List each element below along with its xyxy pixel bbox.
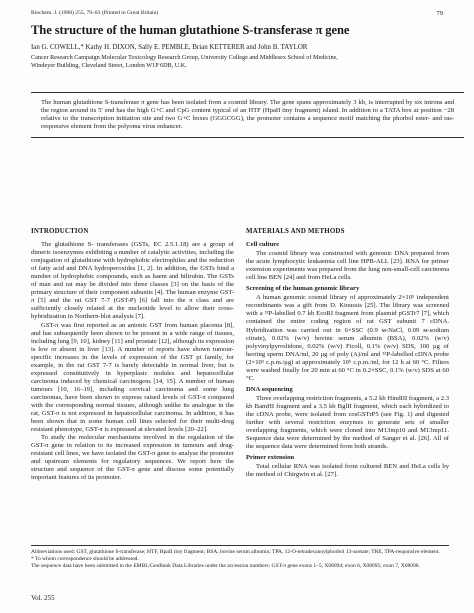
volume-number: Vol. 255 — [31, 594, 55, 602]
affiliation — [31, 54, 461, 69]
paragraph: The cosmid library was constructed with genomic DNA prepared from the acute lymphocytic leukaemia cell line HPB-ALL [23]. RNA for primer extension experiments was prepared from the lung non-small-cell carcinoma cell line BEN [24] and from HeLa cells. — [246, 250, 449, 282]
footnote-correspondence: * To whom correspondence should be addressed. — [31, 556, 139, 562]
right-column — [246, 228, 449, 479]
paragraph: Total cellular RNA was isolated from cultured BEN and HeLa cells by the method of Chirgwin et al. [27]. — [246, 463, 449, 479]
affiliation-line: Cancer Research Campaign Molecular Toxicology Research Group, University College and Middlesex School of Medicine, — [31, 54, 338, 61]
left-column — [31, 228, 234, 482]
subheading-dna-sequencing: DNA sequencing — [246, 385, 293, 393]
affiliation-line: Windeyer Building, Cleveland Street, London W1P 6DB, U.K. — [31, 61, 187, 69]
journal-header: Biochem. J. (1988) 255, 79–83 (Printed in Great Britain) — [31, 10, 159, 16]
author-list: Ian G. COWELL,* Kathy H. DIXON, Sally E. PEMBLE, Brian KETTERER and John B. TAYLOR — [31, 44, 308, 51]
page-number: 79 — [436, 10, 443, 17]
paragraph: A human genomic cosmid library of approximately 2×10⁵ independent recombinants was a gift from D. Kioussis [25]. The library was screened with a ³²P-labelled 0.7 kb EcoRI fragment from plasmid pGSTr7 [7], which contained the entire coding region of rat GST subunit 7 cDNA. Hybridization was carried out in 6×SSC (0.9 м-NaCl, 0.09 м-sodium citrate), 0.02% (w/v) bovine serum albumin (BSA), 0.02% (w/v) polyvinylpyrrolidone, 0.02% (w/v) Ficoll, 0.1% (w/v) SDS, 100 μg of herring sperm DNA/ml, 20 μg of poly (A)/ml and ³²P-labelled cDNA probe (2×10⁵ c.p.m./μg) at approximately 10⁶ c.p.m./ml, for 12 h at 60 °C. Filters were washed finally for 20 min at 60 °C in 0.2×SSC, 0.1% (w/v) SDS at 60 °C. — [246, 294, 449, 382]
subheading-primer-extension: Primer extension — [246, 454, 295, 462]
subheading-cell-culture: Cell culture — [246, 241, 280, 249]
paragraph: GST-π was first reported as an anionic GST from human placenta [8], and has subsequently been shown to be present in a wide range of tissues, including lung [9, 10], kidney [11] and prostate [12], although its expression is low or absent in liver [13]. A number of reports have shown tumour-specific increases in the levels of expression of the GST pi family, for example, in the rat GST 7-7 is barely detectable in normal liver, but is expressed constitutively in hyperplasic nodules and hepatocellular carcinoma induced by chemical carcinogens [14, 15]. A number of human tumours [10, 16–19], including cervical carcinoma and some lung carcinomas, have been shown to express raised levels of GST-π compared with the corresponding normal tissues, although unlike its analogue in the rat, GST-π is not expressed in hepatocellular carcinoma. In addition, it has been shown that in some human cell lines selected for their multi-drug resistant phenotype, GST-π is expressed at elevated levels [20–22]. — [31, 321, 234, 434]
paragraph: Three overlapping restriction fragments, a 5.2 kb HindIII fragment, a 2.3 kb BamHI fragment and a 3.5 kb BglII fragment, which each hybridized to the cDNA probe, were isolated from cosGSTrP5 (see Fig. 1) and digested further with several restriction enzymes to generate sets of smaller overlapping fragments, which were cloned into M13mp10 and M13mp11. Sequence data were determined by the method of Sanger et al. [26]. All of the sequence data were determined from both strands. — [246, 394, 449, 451]
section-heading-introduction: INTRODUCTION — [31, 228, 89, 235]
article-title: The structure of the human glutathione S-transferase π gene — [31, 23, 350, 37]
footnotes — [31, 545, 449, 570]
subheading-screening: Screening of the human genomic library — [246, 285, 360, 293]
footnote-accession: The sequence data have been submitted to the EMBL/GenBank Data Libraries under the accession numbers: GST-π gene exons 1–5, X08094; exon 6, X08095; exon 7, X08096. — [31, 563, 420, 569]
footnote-abbreviations: Abbreviations used: GST, glutathione S-transferase; HTF, HpaII tiny fragment; BSA, bovine serum albumin; TPA, 12-O-tetradecanoylphorbol 13-acetate; TRE, TPA-responsive element. — [31, 549, 440, 555]
abstract: The human glutathione S-transferase π gene has been isolated from a cosmid library. The gene spans approximately 3 kb, is interrupted by six introns and the region around its 5′ end has the high G+C and CpG content typical of an HTF (HpaII tiny fragment) island. In addition to a TATA box at position −28 relative to the transcription initiation site and two G+C boxes (GGGCGG), the promoter contains a sequence motif matching the phorbol ester- and ras-responsive element from the polyoma virus enhancer. — [31, 92, 464, 138]
paragraph: To study the molecular mechanisms involved in the regulation of the GST-π gene in relation to its increased expression in tumours and drug-resistant cell lines, we have isolated the GST-π gene to analyse the promoter and upstream elements for regulatory sequences. We report here the structure and sequence of the GST-π gene and discuss some potentially important features of its promoter. — [31, 434, 234, 482]
section-heading-methods: MATERIALS AND METHODS — [246, 228, 345, 235]
paragraph: The glutathione S- transferases (GSTs, EC 2.5.1.18) are a group of dimeric isoenzymes exhibiting a number of catalytic activities, including the conjugation of glutathione with hydrophobic electrophiles and the reduction of fatty acid and DNA hydroperoxides [1, 2]. In addition, the GSTs bind a number of hydrophobic compounds, such as haem and bilirubin. The GSTs of man and rat may be divided into three classes [3] on the basis of the primary structure of their component subunits [4]. The human enzyme GST-π [5] and the rat GST 7-7 (GST-P) [6] fall into the π class and are sufficiently closely related at the nucleotide level to allow their cross-hybridization in Northern-blot analysis [7]. — [31, 241, 234, 321]
